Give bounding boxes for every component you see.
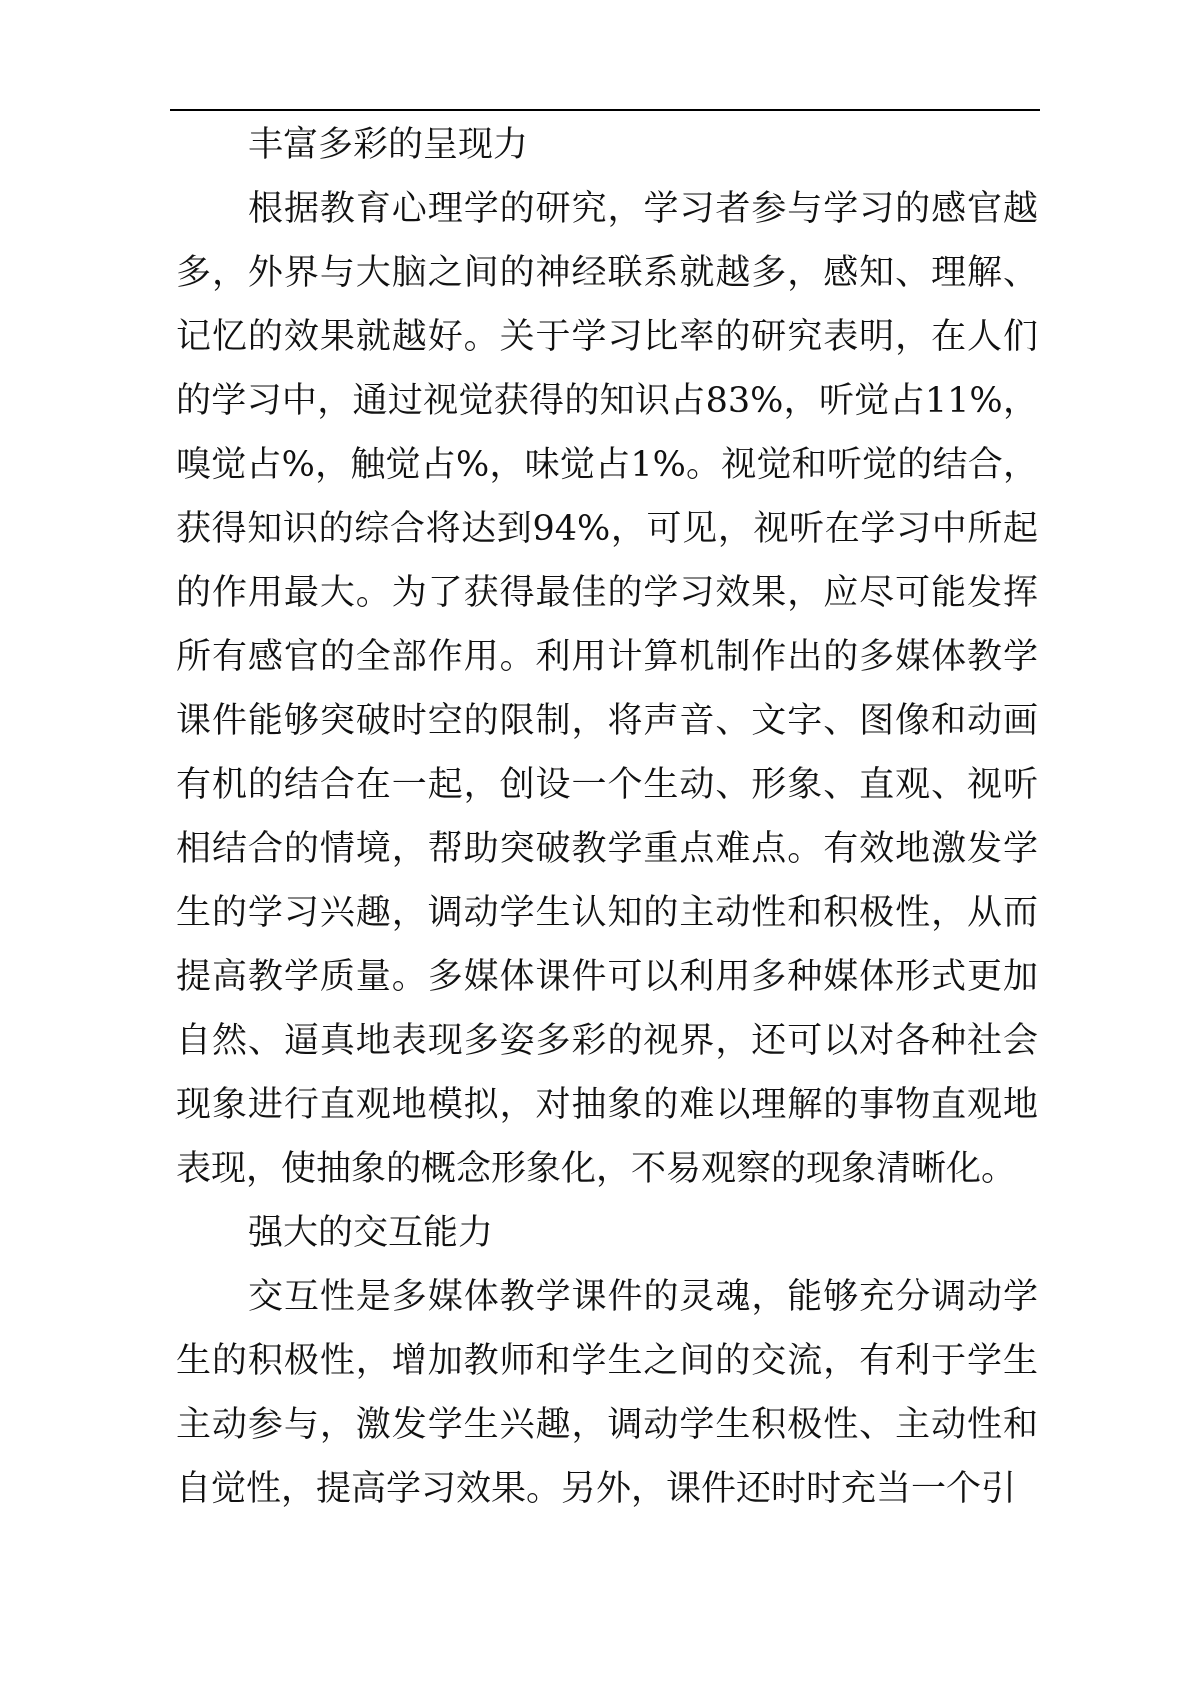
section-heading-interaction: 强大的交互能力	[248, 1213, 494, 1253]
document-body	[176, 113, 1038, 1521]
section-paragraph-presentation: 根据教育心理学的研究，学习者参与学习的感官越多，外界与大脑之间的神经联系就越多，感知、理解、记忆的效果就越好。关于学习比率的研究表明，在人们的学习中，通过视觉获得的知识占83%，听觉占11%，嗅觉占%，触觉占%，味觉占1%。视觉和听觉的结合，获得知识的综合将达到94%，可见，视听在学习中所起的作用最大。为了获得最佳的学习效果，应尽可能发挥所有感官的全部作用。利用计算机制作出的多媒体教学课件能够突破时空的限制，将声音、文字、图像和动画有机的结合在一起，创设一个生动、形象、直观、视听相结合的情境，帮助突破教学重点难点。有效地激发学生的学习兴趣，调动学生认知的主动性和积极性，从而提高教学质量。多媒体课件可以利用多种媒体形式更加自然、逼真地表现多姿多彩的视界，还可以对各种社会现象进行直观地模拟，对抽象的难以理解的事物直观地表现，使抽象的概念形象化，不易观察的现象清晰化。	[176, 189, 1038, 1189]
section-heading-presentation: 丰富多彩的呈现力	[248, 125, 529, 165]
header-rule	[170, 109, 1040, 111]
section-paragraph-interaction: 交互性是多媒体教学课件的灵魂，能够充分调动学生的积极性，增加教师和学生之间的交流，有利于学生主动参与，激发学生兴趣，调动学生积极性、主动性和自觉性，提高学习效果。另外，课件还时时充当一个引	[176, 1277, 1038, 1509]
